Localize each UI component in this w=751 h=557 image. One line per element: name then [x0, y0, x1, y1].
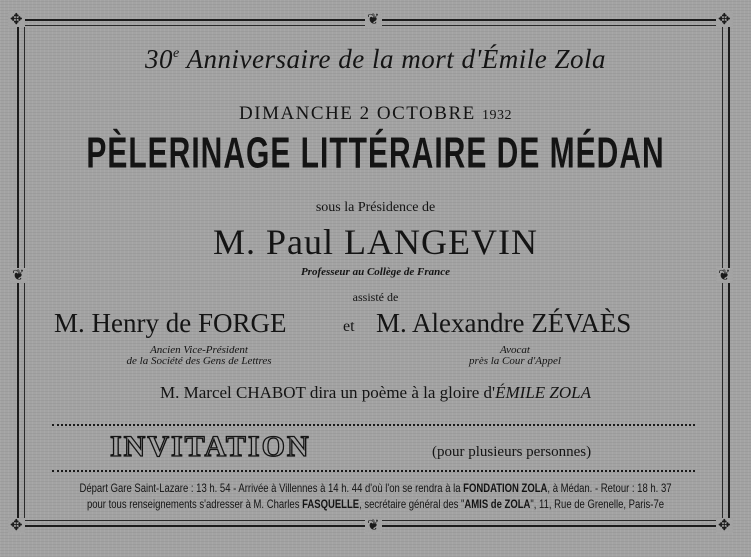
president-role: Professeur au Collège de France: [300, 266, 451, 278]
event-date: DIMANCHE 2 OCTOBRE 1932: [239, 103, 512, 124]
top-ornament-icon: ❦: [367, 10, 380, 28]
invitation-label: INVITATION: [110, 430, 311, 463]
corner-ornament-icon: ✥: [718, 10, 731, 28]
recital-line: M. Marcel CHABOT dira un poème à la gloire d'ÉMILE ZOLA: [160, 383, 591, 402]
dotted-divider: [52, 470, 695, 472]
assistant-left-role: Ancien Vice-Président de la Société des Gens de Lettres: [126, 344, 272, 367]
assistant-right-name: M. Alexandre ZÉVAÈS: [376, 308, 632, 338]
bottom-ornament-icon: ❦: [367, 516, 380, 534]
corner-ornament-icon: ✥: [718, 516, 731, 534]
contact-info: pour tous renseignements s'adresser à M. Charles FASQUELLE, secrétaire général des "AMIS de ZOLA", 11, Rue de Grenelle, Paris-7e: [86, 498, 665, 512]
corner-ornament-icon: ✥: [10, 516, 23, 534]
anniversary-heading: 30e Anniversaire de la mort d'Émile Zola: [145, 44, 606, 74]
right-ornament-icon: ❦: [718, 266, 731, 284]
assistant-connector: et: [343, 318, 355, 335]
invitation-note: (pour plusieurs personnes): [432, 444, 592, 460]
assistant-left-name: M. Henry de FORGE: [54, 308, 287, 338]
travel-info: Départ Gare Saint-Lazare : 13 h. 54 - Arrivée à Villennes à 14 h. 44 d'où l'on se rendra à la FONDATION ZOLA, à Médan. - Retour : 18 h. 37: [79, 482, 672, 496]
presidency-label: sous la Présidence de: [315, 200, 436, 215]
assisted-by-label: assisté de: [352, 290, 399, 304]
president-name: M. Paul LANGEVIN: [213, 222, 538, 262]
assistant-right-role: Avocat près la Cour d'Appel: [469, 344, 561, 367]
event-title: PÈLERINAGE LITTÉRAIRE DE MÉDAN: [86, 130, 665, 178]
corner-ornament-icon: ✥: [10, 10, 23, 28]
left-ornament-icon: ❦: [12, 266, 25, 284]
dotted-divider: [52, 424, 695, 426]
